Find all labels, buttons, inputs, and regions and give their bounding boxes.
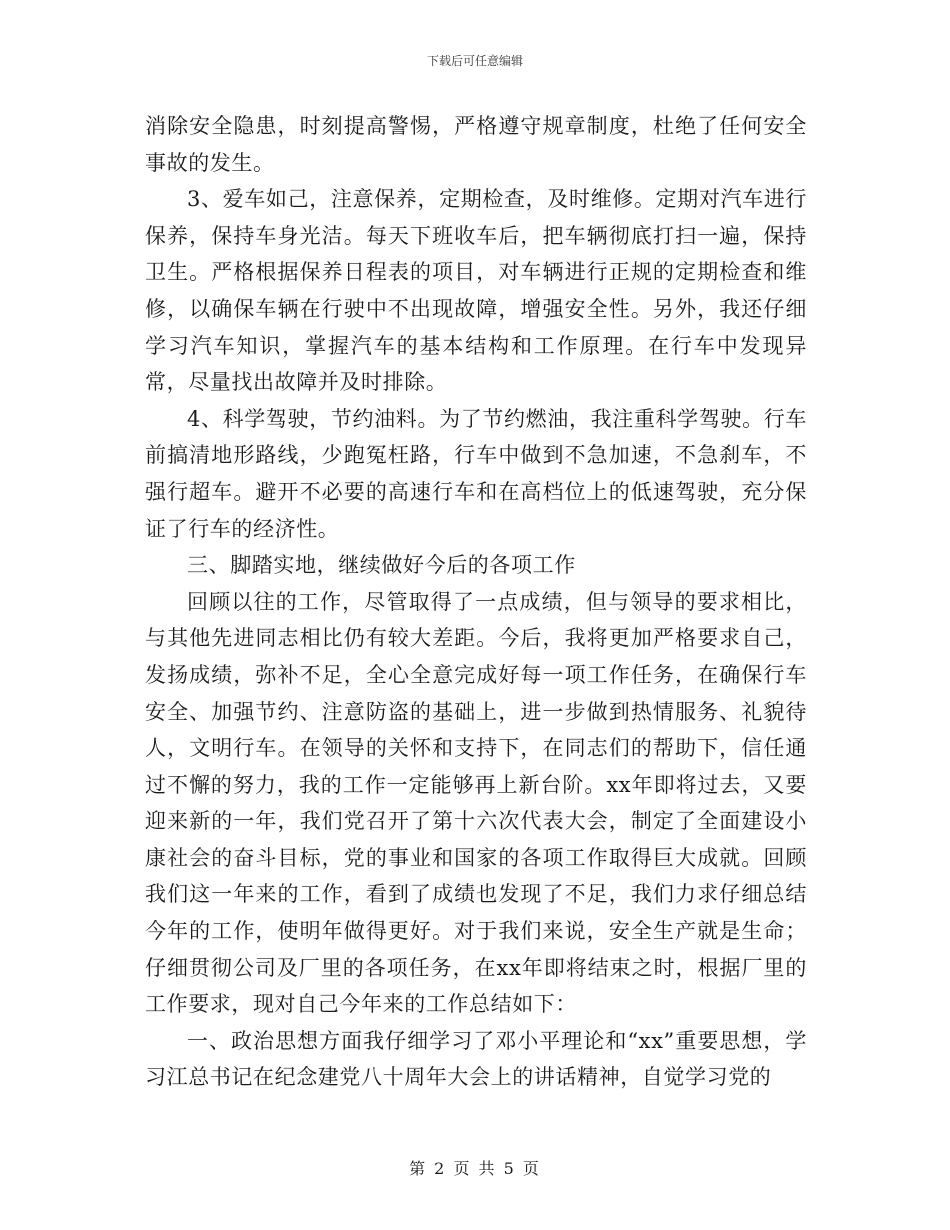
paragraph-car-maintenance: 3、爱车如己，注意保养，定期检查，及时维修。定期对汽车进行保养，保持车身光洁。每天下班收车后，把车辆彻底打扫一遍，保持卫生。严格根据保养日程表的项目，对车辆进行正规的定期检查和维修，以确保车辆在行驶中不出现故障，增强安全性。另外，我还仔细学习汽车知识，掌握汽车的基本结构和工作原理。在行车中发现异常，尽量找出故障并及时排除。 (145, 187, 807, 395)
page-header: 下载后可任意编辑 (426, 54, 523, 68)
paragraph-political-thought: 一、政治思想方面我仔细学习了邓小平理论和“xx”重要思想，学习江总书记在纪念建党八十周年大会上的讲话精神，自觉学习党的 (145, 1028, 807, 1090)
page-number: 第 2 页 共 5 页 (409, 1159, 541, 1178)
section-heading-future-work: 三、脚踏实地，继续做好今后的各项工作 (187, 553, 576, 578)
paragraph-continuation: 消除安全隐患，时刻提高警惕，严格遵守规章制度，杜绝了任何安全事故的发生。 (145, 114, 807, 175)
document-body (145, 108, 807, 1096)
paragraph-review: 回顾以往的工作，尽管取得了一点成绩，但与领导的要求相比，与其他先进同志相比仍有较大差距。今后，我将更加严格要求自己，发扬成绩，弥补不足，全心全意完成好每一项工作任务，在确保行车安全、加强节约、注意防盗的基础上，进一步做到热情服务、礼貌待人，文明行车。在领导的关怀和支持下，在同志们的帮助下，信任通过不懈的努力，我的工作一定能够再上新台阶。xx年即将过去，又要迎来新的一年，我们党召开了第十六次代表大会，制定了全面建设小康社会的奋斗目标，党的事业和国家的各项工作取得巨大成就。回顾我们这一年来的工作，看到了成绩也发现了不足，我们力求仔细总结今年的工作，使明年做得更好。对于我们来说，安全生产就是生命；仔细贯彻公司及厂里的各项任务，在xx年即将结束之时，根据厂里的工作要求，现对自己今年来的工作总结如下： (145, 589, 807, 1017)
paragraph-scientific-driving: 4、科学驾驶，节约油料。为了节约燃油，我注重科学驾驶。行车前搞清地形路线，少跑冤枉路，行车中做到不急加速，不急刹车，不强行超车。避开不必要的高速行车和在高档位上的低速驾驶，充分保证了行车的经济性。 (145, 406, 807, 541)
